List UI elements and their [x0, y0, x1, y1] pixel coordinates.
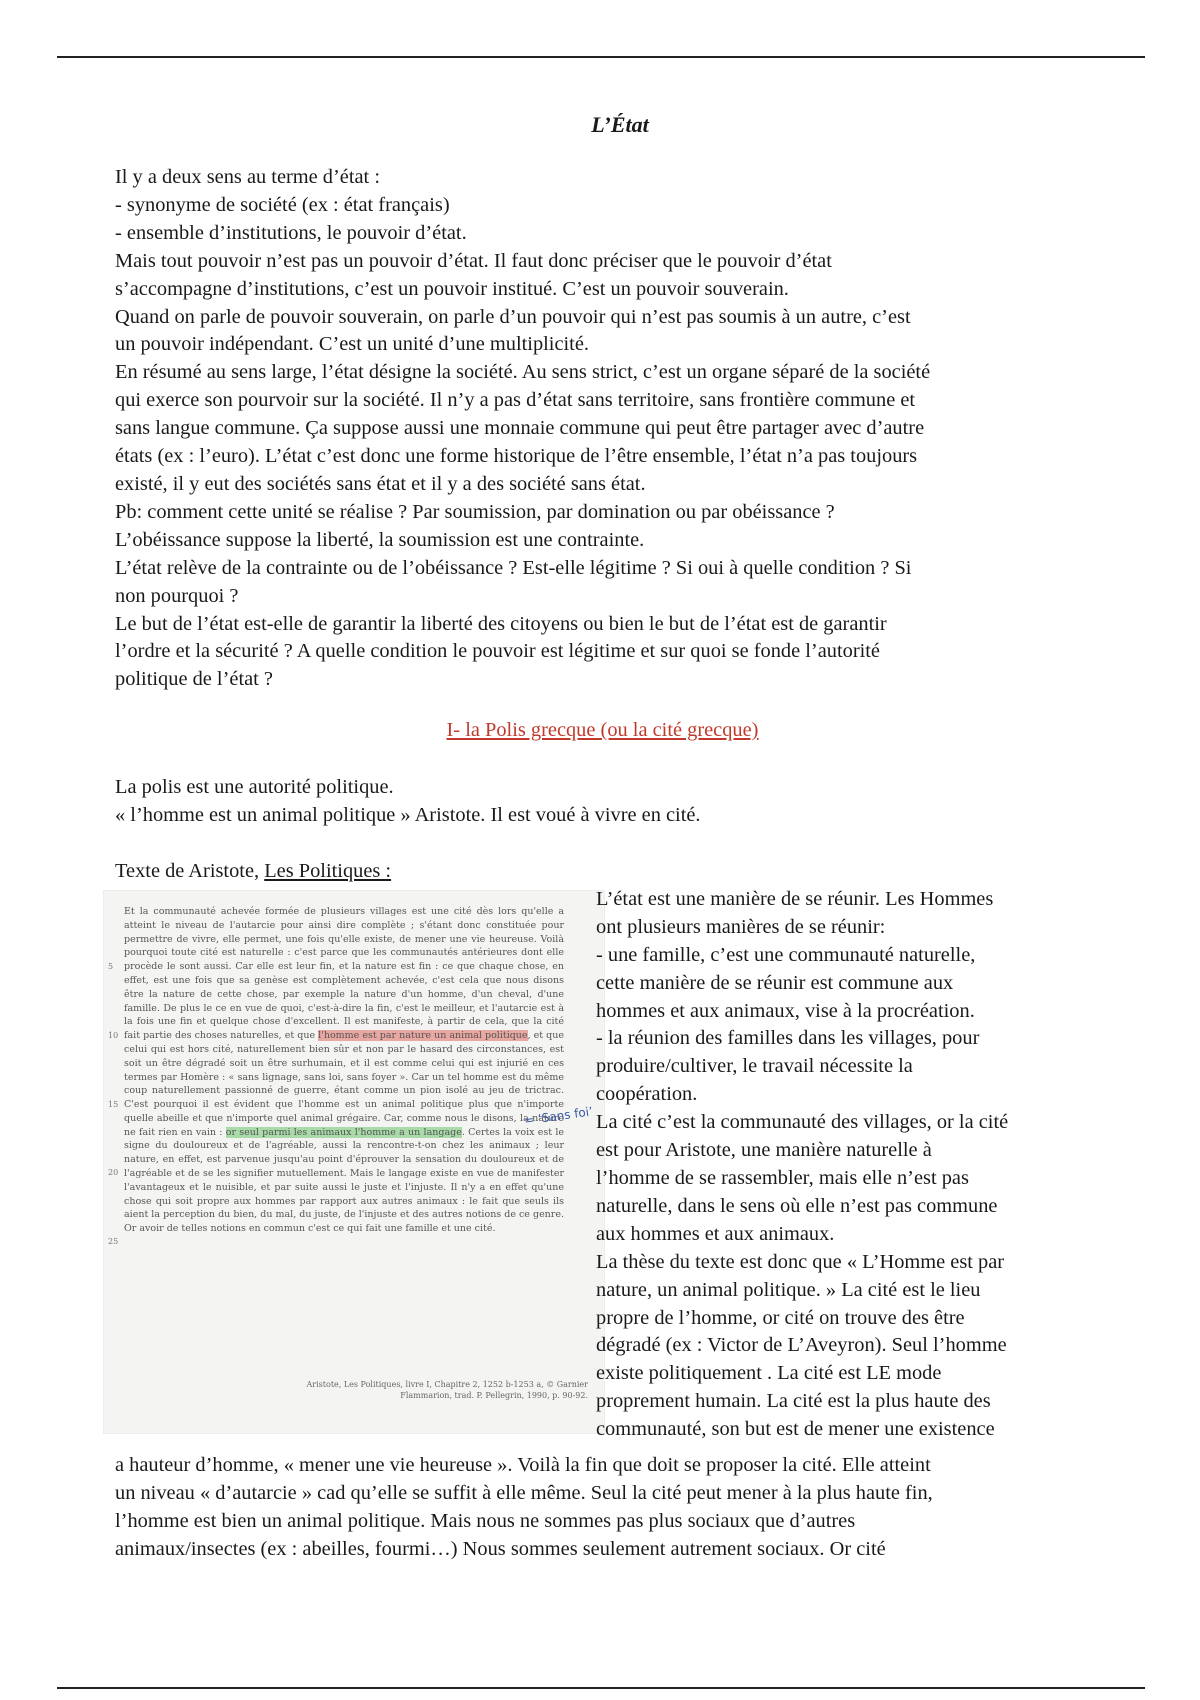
- side-line: naturelle, dans le sens où elle n’est pas commune: [596, 1194, 998, 1217]
- intro-line: un pouvoir indépendant. C’est un unité d’une multiplicité.: [115, 333, 589, 356]
- side-line: L’état est une manière de se réunir. Les Hommes: [596, 887, 994, 910]
- text-source-label: Texte de Aristote,: [115, 860, 265, 883]
- line-number: 5: [108, 961, 114, 971]
- side-line: - la réunion des familles dans les villages, pour: [596, 1027, 980, 1050]
- scan-line-numbers: [108, 905, 120, 1249]
- bottom-rule: [57, 1687, 1145, 1689]
- closing-line: un niveau « d’autarcie » cad qu’elle se suffit à elle même. Seul la cité peut mener à la plus haute fin,: [115, 1481, 933, 1504]
- side-line: propre de l’homme, or cité on trouve des être: [596, 1306, 965, 1329]
- intro-line: sans langue commune. Ça suppose aussi une monnaie commune qui peut être partager avec d’autre: [115, 417, 925, 440]
- side-line: coopération.: [596, 1083, 698, 1106]
- intro-line: Le but de l’état est-elle de garantir la liberté des citoyens ou bien le but de l’état est de garantir: [115, 612, 887, 635]
- text-figure-row: [108, 886, 1090, 1452]
- highlight-red: l'homme est par nature un animal politique: [318, 1030, 528, 1042]
- side-line: l’homme de se rassembler, mais elle n’est pas: [596, 1167, 969, 1189]
- intro-line: Pb: comment cette unité se réalise ? Par soumission, par domination ou par obéissance ?: [115, 500, 835, 523]
- scan-text-part: , et que celui qui est hors cité, naturellement bien sûr et non par le hasard des circonstances, est soit un être dégradé soit un être surhumain, et il est comme celui qui est injurié en ces termes par Homère : « sans lignage, sans loi, sans foyer ». Car un tel homme est du même coup naturellement passionné de guerre, étant comme un pion isolé au jeu de trictrac. C'est pourquoi il est évident que l'homme est un animal politique plus que n'importe quelle abeille et que n'importe quel animal grégaire. Car, comme nous le disons, la nature ne fait rien en vain :: [124, 1030, 564, 1138]
- text-source-work: Les Politiques: [264, 860, 386, 883]
- text-source-colon: :: [385, 860, 392, 883]
- highlight-green: or seul parmi les animaux l'homme a un langage: [225, 1126, 462, 1138]
- side-line: La cité c’est la communauté des villages, or la cité: [596, 1111, 1009, 1134]
- side-line: est pour Aristote, une manière naturelle à: [596, 1139, 932, 1162]
- closing-line: animaux/insectes (ex : abeilles, fourmi…) Nous sommes seulement autrement sociaux. Or cité: [115, 1537, 886, 1560]
- scan-citation: Aristote, Les Politiques, livre I, Chapitre 2, 1252 b-1253 a, © Garnier Flammarion, trad. P. Pellegrin, 1990, p. 90-92.: [306, 1379, 588, 1400]
- top-rule: [57, 56, 1145, 58]
- intro-line: politique de l’état ?: [115, 668, 273, 691]
- handwritten-margin-note: = ‘Sans foi’: [523, 1104, 594, 1128]
- intro-line: - ensemble d’institutions, le pouvoir d’état.: [115, 221, 467, 244]
- intro-line: L’état relève de la contrainte ou de l’obéissance ? Est-elle légitime ? Si oui à quelle condition ? Si: [115, 556, 912, 579]
- closing-line: l’homme est bien un animal politique. Mais nous ne sommes pas plus sociaux que d’autres: [115, 1509, 856, 1532]
- line-number: 15: [108, 1099, 119, 1109]
- polis-section: [115, 774, 1090, 830]
- section-heading-polis: I- la Polis grecque (ou la cité grecque): [446, 719, 759, 742]
- side-line: produire/cultiver, le travail nécessite la: [596, 1055, 913, 1078]
- intro-line: s’accompagne d’institutions, c’est un pouvoir institué. C’est un pouvoir souverain.: [115, 277, 789, 300]
- aristote-scanned-excerpt: [103, 890, 605, 1434]
- scan-body-text: [124, 905, 564, 1236]
- line-number: 25: [108, 1237, 119, 1247]
- side-line: La thèse du texte est donc que « L’Homme est par: [596, 1250, 1005, 1273]
- polis-line: « l’homme est un animal politique » Aristote. Il est voué à vivre en cité.: [115, 804, 701, 827]
- side-line: hommes et aux animaux, vise à la procréation.: [596, 999, 975, 1022]
- document-title: L’État: [591, 112, 649, 137]
- intro-line: L’obéissance suppose la liberté, la soumission est une contrainte.: [115, 528, 645, 551]
- scan-text-part: . Certes la voix est le signe du douloureux et de l'agréable, aussi la rencontre-t-on chez les animaux ; leur nature, en effet, est parvenue jusqu'au point d'éprouver la sensation du douloureux et de l'agréable et de se les signifier mutuellement. Mais le langage existe en vue de manifester l'avantageux et le nuisible, et par suite aussi le juste et l'injuste. Il n'y a en effet qu'une chose qui soit propre aux hommes par rapport aux autres animaux : le fait que seuls ils aient la perception du bien, du mal, du juste, de l'injuste et des autres notions de ce genre. Or avoir de telles notions en commun c'est ce qui fait une famille et une cité.: [124, 1126, 564, 1235]
- intro-line: qui exerce son pourvoir sur la société. Il n’y a pas d’état sans territoire, sans frontière commune et: [115, 389, 916, 412]
- line-number: 20: [108, 1168, 119, 1178]
- line-number: 10: [108, 1030, 119, 1040]
- closing-section: [115, 1452, 1090, 1564]
- intro-line: En résumé au sens large, l’état désigne la société. Au sens strict, c’est un organe séparé de la société: [115, 361, 931, 384]
- side-commentary: [596, 886, 1096, 1444]
- side-line: nature, un animal politique. » La cité est le lieu: [596, 1278, 981, 1301]
- side-line: communauté, son but est de mener une existence: [596, 1418, 995, 1441]
- intro-line: existé, il y eut des sociétés sans état et il y a des société sans état.: [115, 472, 646, 495]
- intro-line: non pourquoi ?: [115, 584, 239, 607]
- side-line: existe politiquement . La cité est LE mode: [596, 1362, 942, 1385]
- intro-line: Il y a deux sens au terme d’état :: [115, 166, 380, 188]
- intro-line: - synonyme de société (ex : état français): [115, 193, 450, 216]
- side-line: - une famille, c’est une communauté naturelle,: [596, 943, 976, 966]
- text-source-line: [115, 858, 1090, 886]
- intro-line: Mais tout pouvoir n’est pas un pouvoir d’état. Il faut donc préciser que le pouvoir d’état: [115, 249, 832, 272]
- side-line: ont plusieurs manières de se réunir:: [596, 915, 886, 938]
- side-line: aux hommes et aux animaux.: [596, 1222, 835, 1245]
- side-line: proprement humain. La cité est la plus haute des: [596, 1390, 991, 1413]
- intro-line: Quand on parle de pouvoir souverain, on parle d’un pouvoir qui n’est pas soumis à un autre, c’est: [115, 305, 911, 328]
- closing-line: a hauteur d’homme, « mener une vie heureuse ». Voilà la fin que doit se proposer la cité. Elle atteint: [115, 1453, 931, 1476]
- side-line: dégradé (ex : Victor de L’Aveyron). Seul l’homme: [596, 1334, 1007, 1357]
- scan-text-part: Et la communauté achevée formée de plusieurs villages est une cité dès lors qu'elle a atteint le niveau de l'autarcie pour ainsi dire complète ; s'étant donc constituée pour permettre de vivre, elle permet, une fois qu'elle existe, de mener une vie heureuse. Voilà pourquoi toute cité est naturelle : c'est parce que les communautés antérieures dont elle procède le sont aussi. Car elle est leur fin, et la nature est fin : ce que chaque chose, en effet, est une fois que sa genèse est complètement achevée, c'est cela que nous disons être la nature de cette chose, par exemple la nature d'un homme, d'un cheval, d'une famille. De plus le ce en vue de quoi, c'est-à-dire la fin, c'est le meilleur, et l'autarcie est à la fois une fin et quelque chose d'excellent. Il est manifeste, à partir de cela, que la cité fait partie des choses naturelles, et que: [124, 905, 564, 1042]
- polis-line: La polis est une autorité politique.: [115, 776, 394, 799]
- document-page: [108, 110, 1090, 1564]
- side-line: cette manière de se réunir est commune aux: [596, 971, 954, 994]
- intro-line: états (ex : l’euro). L’état c’est donc une forme historique de l’être ensemble, l’état n’a pas toujours: [115, 445, 918, 468]
- intro-line: l’ordre et la sécurité ? A quelle condition le pouvoir est légitime et sur quoi se fonde l’autorité: [115, 640, 880, 663]
- intro-section: [115, 164, 1090, 694]
